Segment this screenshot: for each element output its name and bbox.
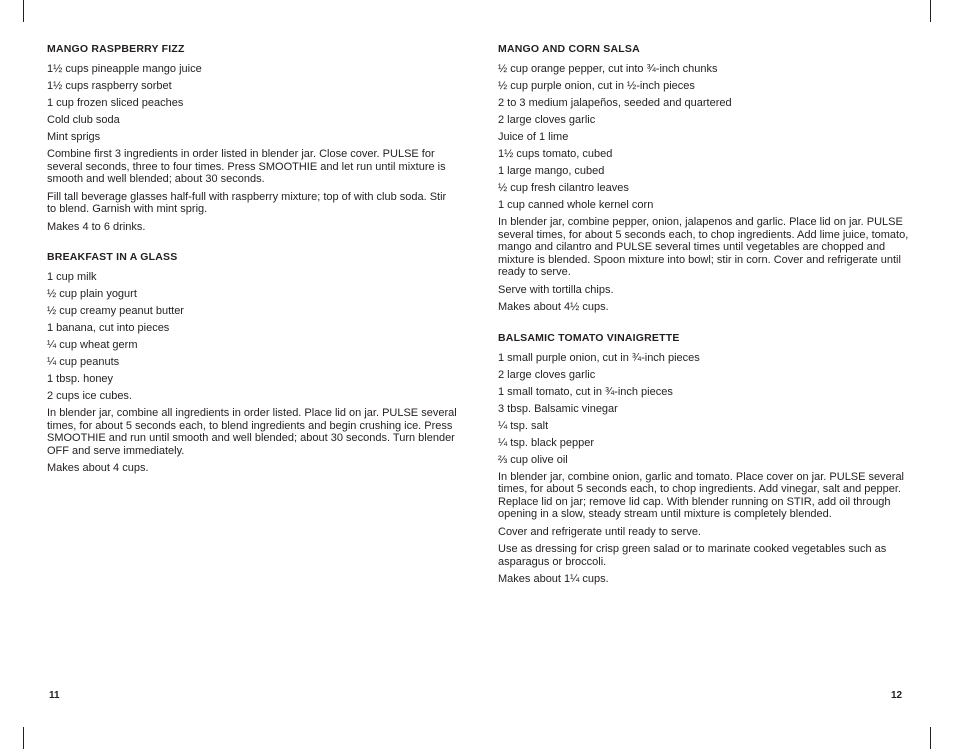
- recipe-breakfast-in-a-glass: [47, 250, 457, 475]
- ingredient: ¼ cup peanuts: [47, 356, 120, 368]
- ingredient: 1½ cups tomato, cubed: [498, 148, 613, 160]
- yield-text: Makes 4 to 6 drinks.: [47, 220, 146, 233]
- ingredient: ½ cup plain yogurt: [47, 288, 137, 300]
- ingredient: 1 cup milk: [47, 271, 97, 283]
- ingredient: 2 large cloves garlic: [498, 114, 596, 126]
- page-number-right: 12: [891, 690, 903, 701]
- recipe-mango-raspberry-fizz: [47, 42, 457, 233]
- direction-paragraph: Fill tall beverage glasses half-full with raspberry mixture; top of with club soda. Stir to blend. Garnish with mint sprig.: [47, 190, 447, 215]
- ingredient: 1 cup canned whole kernel corn: [498, 199, 654, 211]
- ingredient: Cold club soda: [47, 114, 120, 126]
- recipe-balsamic-tomato-vinaigrette: [498, 331, 912, 586]
- direction-paragraph: Serve with tortilla chips.: [498, 283, 614, 296]
- right-page-column: [498, 42, 912, 591]
- ingredient: ¼ cup wheat germ: [47, 339, 138, 351]
- ingredient: 1 small tomato, cut in ¾-inch pieces: [498, 385, 673, 398]
- ingredient: 2 large cloves garlic: [498, 368, 596, 381]
- crop-mark-bottom-right: [930, 727, 931, 749]
- crop-mark-bottom-left: [23, 727, 24, 749]
- ingredient: ⅔ cup olive oil: [498, 453, 568, 466]
- ingredient: 1½ cups raspberry sorbet: [47, 80, 172, 92]
- direction-paragraph: In blender jar, combine onion, garlic and tomato. Place cover on jar. PULSE several times, for about 5 seconds each, to chop ingredients. Add vinegar, salt and pepper. Replace lid on jar; remove lid cap. With blender running on STIR, add oil through opening in a slow, steady stream until mixture is completely blended.: [498, 470, 905, 520]
- ingredient: 1 tbsp. honey: [47, 373, 114, 385]
- ingredient: 1½ cups pineapple mango juice: [47, 63, 202, 75]
- recipe-title: BALSAMIC TOMATO VINAIGRETTE: [498, 331, 680, 344]
- recipe-mango-and-corn-salsa: [498, 42, 912, 314]
- direction-paragraph: Use as dressing for crisp green salad or to marinate cooked vegetables such as asparagus or broccoli.: [498, 543, 887, 568]
- direction-paragraph: Combine first 3 ingredients in order listed in blender jar. Close cover. PULSE for several seconds, three to four times. Press SMOOTHIE and let run until mixture is smooth and well blended; about 30 seconds.: [47, 148, 446, 185]
- ingredient: 2 to 3 medium jalapeños, seeded and quartered: [498, 97, 732, 109]
- yield-text: Makes about 1¼ cups.: [498, 573, 609, 585]
- ingredient: Juice of 1 lime: [498, 131, 569, 143]
- ingredient: ¼ tsp. black pepper: [498, 436, 595, 449]
- recipe-title: MANGO AND CORN SALSA: [498, 43, 640, 55]
- ingredient: Mint sprigs: [47, 131, 101, 143]
- yield-text: Makes about 4 cups.: [47, 462, 149, 474]
- ingredient: 2 cups ice cubes.: [47, 390, 132, 402]
- recipe-title: MANGO RASPBERRY FIZZ: [47, 43, 185, 55]
- ingredient: ½ cup fresh cilantro leaves: [498, 182, 629, 194]
- ingredient: 1 banana, cut into pieces: [47, 322, 170, 334]
- ingredient: 1 small purple onion, cut in ¾-inch pieces: [498, 351, 700, 364]
- direction-paragraph: In blender jar, combine pepper, onion, jalapenos and garlic. Place lid on jar. PULSE several times, for about 5 seconds each, to chop ingredients. Add lime juice, tomato, mango and cilantro and PULSE several times until vegetables are chopped and mixture is blended. Spoon mixture into bowl; stir in corn. Cover and refrigerate until ready to serve.: [498, 216, 909, 278]
- crop-mark-top-right: [930, 0, 931, 22]
- ingredient: ½ cup orange pepper, cut into ¾-inch chunks: [498, 63, 718, 75]
- ingredient: ¼ tsp. salt: [498, 419, 549, 432]
- direction-paragraph: In blender jar, combine all ingredients in order listed. Place lid on jar. PULSE several times, for about 5 seconds each, to blend ingredients and begin crushing ice. Press SMOOTHIE and run until smooth and well blended; about 30 seconds. Turn blender OFF and serve immediately.: [47, 407, 457, 457]
- direction-paragraph: Cover and refrigerate until ready to serve.: [498, 525, 701, 538]
- ingredient: 3 tbsp. Balsamic vinegar: [498, 402, 618, 415]
- left-page-column: [47, 42, 457, 480]
- ingredient: 1 cup frozen sliced peaches: [47, 97, 184, 109]
- yield-text: Makes about 4½ cups.: [498, 301, 609, 313]
- crop-mark-top-left: [23, 0, 24, 22]
- recipe-title: BREAKFAST IN A GLASS: [47, 251, 178, 263]
- ingredient: ½ cup creamy peanut butter: [47, 305, 184, 317]
- ingredient: ½ cup purple onion, cut in ½-inch pieces: [498, 80, 695, 92]
- page-number-left: 11: [49, 690, 60, 701]
- ingredient: 1 large mango, cubed: [498, 165, 605, 177]
